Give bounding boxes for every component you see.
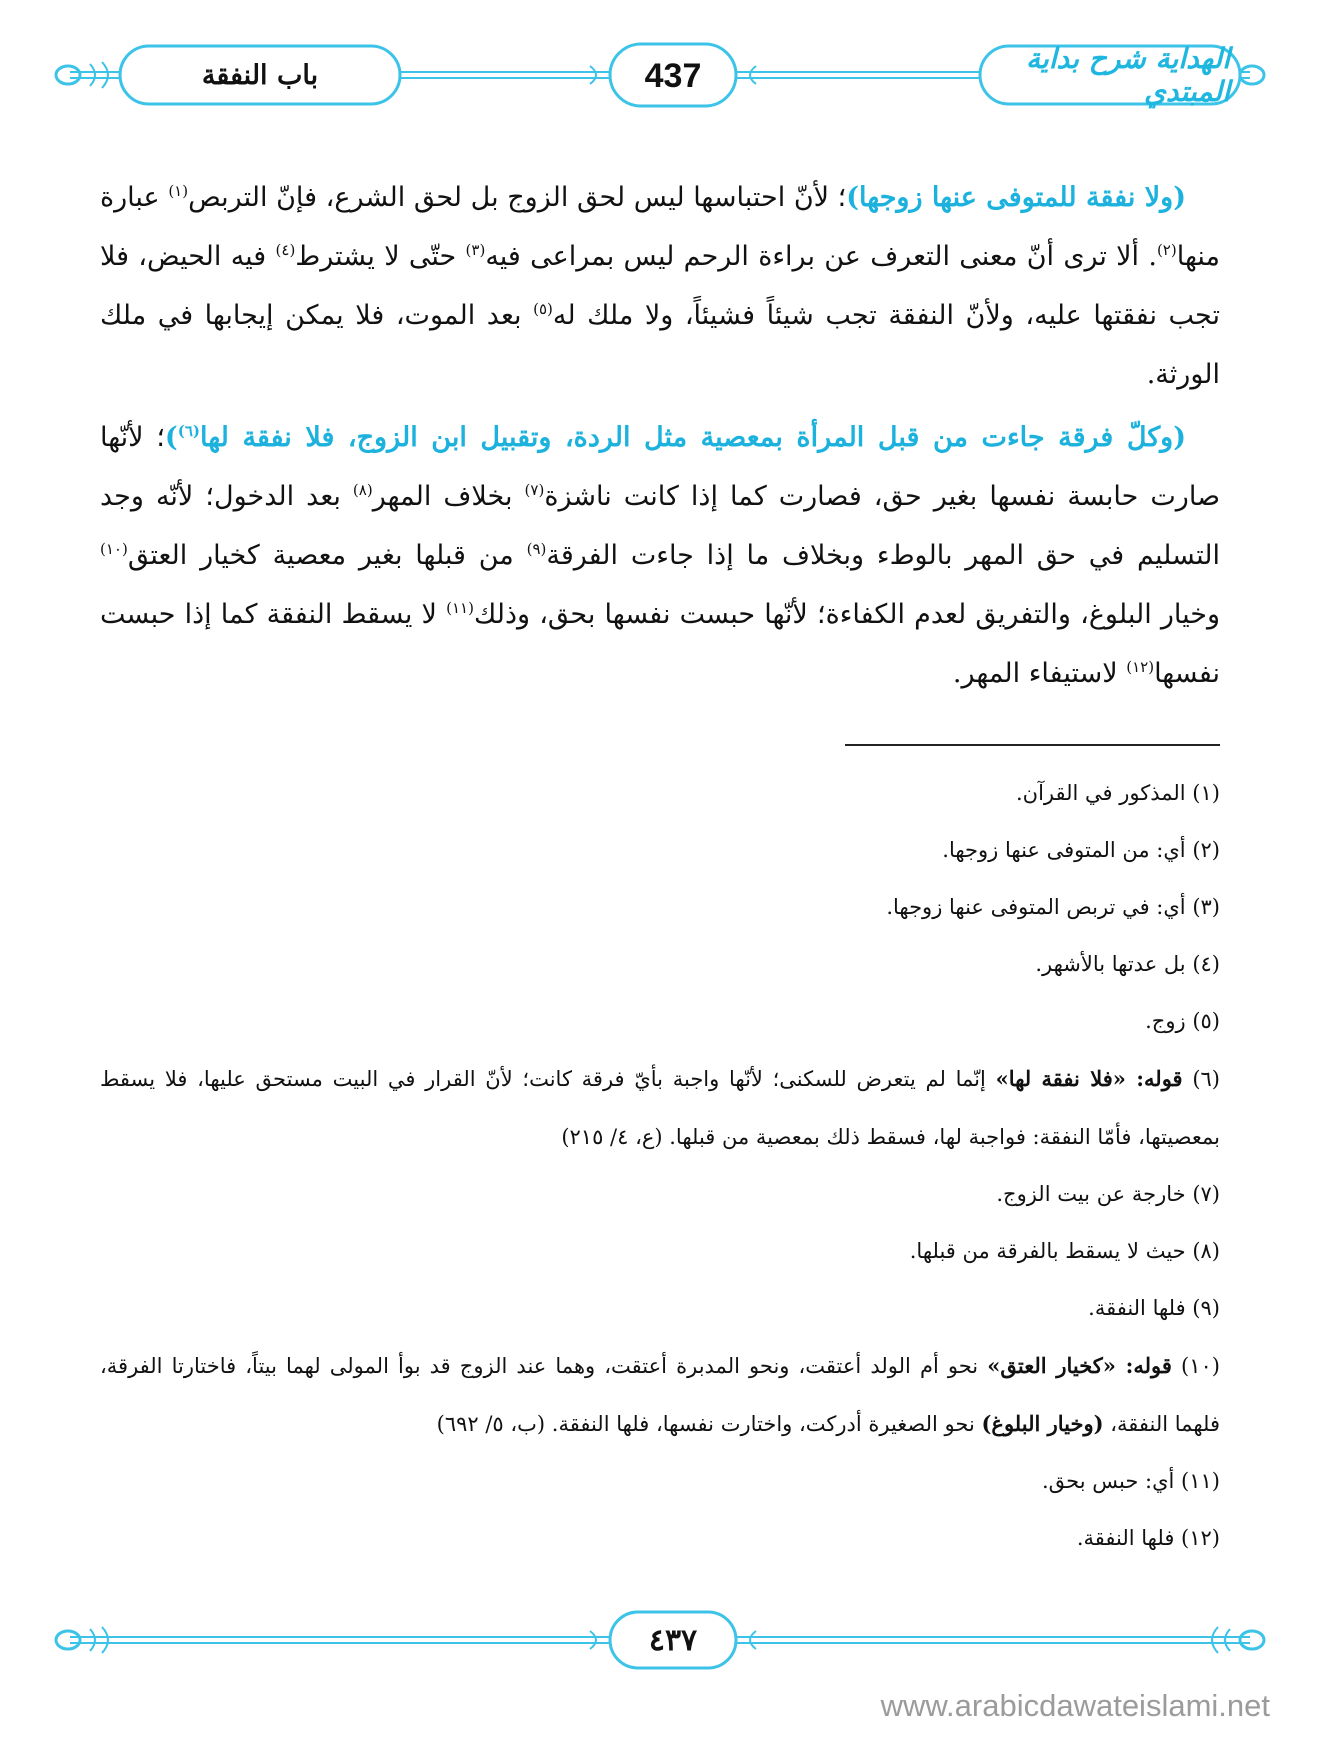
text-seg: لا يسقط النفقة كما إذا حبست نفسها [100,599,1220,689]
text-seg: . ألا ترى أنّ معنى التعرف عن براءة الرحم ليس بمراعى فيه [485,241,1157,272]
text-seg: ؛ لأنّ احتباسها ليس لحق الزوج بل لحق الشرع، فإنّ التربص [188,182,847,213]
page-header [50,42,1270,112]
text-seg: عبارة منها [100,182,1221,272]
footnote-marker: (١٢) [1126,658,1155,676]
paragraph-1 [100,168,1220,404]
main-text [100,168,1220,707]
footnote-marker: (١٠) [100,540,128,558]
footnote-2: (٢) أي: من المتوفى عنها زوجها. [942,838,1220,862]
footnote-text: نحو أم الولد أعتقت، ونحو المدبرة أعتقت، وهما عند الزوج قد بوأ المولى لهما بيتاً، فاختارتا الفرقة، فلهما النفقة، [100,1354,1220,1436]
footnote-5: (٥) زوج. [1145,1009,1220,1033]
text-seg: بخلاف المهر [372,481,525,512]
page-footer [50,1610,1270,1670]
footnote-8: (٨) حيث لا يسقط بالفرقة من قبلها. [909,1239,1220,1263]
text-seg: حتّى لا يشترط [295,241,466,272]
footnote-11: (١١) أي: حبس بحق. [1041,1469,1220,1493]
footnote-label: قوله: «فلا نفقة لها» [995,1066,1183,1091]
footnote-text: إنّما لم يتعرض للسكنى؛ لأنّها واجبة بأيّ فرقة كانت؛ لأنّ القرار في البيت مستحق عليها، فلا يسقط بمعصيتها، فأمّا النفقة: فواجبة لها، فسقط ذلك بمعصية من قبلها. (ع، ٤/ ٢١٥) [100,1067,1220,1149]
footnote-10 [100,1337,1220,1453]
footnote-1: (١) المذكور في القرآن. [1015,781,1220,805]
footnote-text-2: نحو الصغيرة أدركت، واختارت نفسها، فلها النفقة. (ب، ٥/ ٦٩٢) [436,1412,982,1436]
footnote-label: قوله: «كخيار العتق» [987,1353,1172,1378]
footnote-separator [845,744,1220,746]
footer-page-number: ٤٣٧ [648,1622,698,1658]
text-seg: وخيار البلوغ، والتفريق لعدم الكفاءة؛ لأنّها حبست نفسها بحق، وذلك [473,599,1221,630]
footnote-label-2: (وخيار البلوغ) [981,1411,1104,1436]
text-seg: من قبلها بغير معصية كخيار العتق [127,540,527,571]
footnote-marker: (٤) [275,241,296,259]
text-seg: بعد الموت، فلا يمكن إيجابها في ملك الورثة. [100,300,1220,390]
chapter-title: باب النفقة [201,59,319,91]
footnote-marker: (٨) [352,481,373,499]
footnote-marker: (٣) [465,241,486,259]
quote-close: ) [164,422,178,453]
footnote-12: (١٢) فلها النفقة. [1076,1526,1220,1550]
footnote-6 [100,1050,1220,1166]
footnote-9: (٩) فلها النفقة. [1088,1296,1220,1320]
footnote-marker: (٧) [524,481,545,499]
matn-quote-2 [165,422,1186,453]
website-url[interactable]: www.arabicdawateislami.net [880,1688,1270,1723]
footnotes [100,765,1220,1567]
text-seg: بعد الدخول؛ لأنّه وجد التسليم في حق المهر بالوطء وبخلاف ما إذا جاءت الفرقة [100,481,1220,571]
book-title: الهداية شرح بداية المبتدي [1025,42,1230,108]
footnote-marker: (٢) [1156,241,1177,259]
footnote-marker: (٥) [533,300,553,318]
footnote-number: (٦) [1182,1067,1220,1091]
footnote-3: (٣) أي: في تربص المتوفى عنها زوجها. [886,895,1220,919]
header-page-number: 437 [644,56,702,95]
matn-quote-1: (ولا نفقة للمتوفى عنها زوجها) [846,182,1186,213]
quote-text: (وكلّ فرقة جاءت من قبل المرأة بمعصية مثل الردة، وتقبيل ابن الزوج، فلا نفقة لها [199,422,1186,453]
footnote-4: (٤) بل عدتها بالأشهر. [1035,952,1220,976]
footnote-marker: (٦) [177,422,200,440]
footnote-marker: (١) [168,182,189,200]
text-seg: ؛ لأنّها صارت حابسة نفسها بغير حق، فصارت كما إذا كانت ناشزة [100,422,1220,512]
paragraph-2 [100,408,1220,703]
footnote-7: (٧) خارجة عن بيت الزوج. [996,1182,1220,1206]
text-seg: لاستيفاء المهر. [952,658,1127,689]
footnote-marker: (١١) [446,599,474,617]
text-seg: فيه الحيض، فلا تجب نفقتها عليه، ولأنّ النفقة تجب شيئاً فشيئاً، ولا ملك له [100,241,1220,331]
footnote-number: (١٠) [1171,1354,1220,1378]
footnote-marker: (٩) [526,540,547,558]
